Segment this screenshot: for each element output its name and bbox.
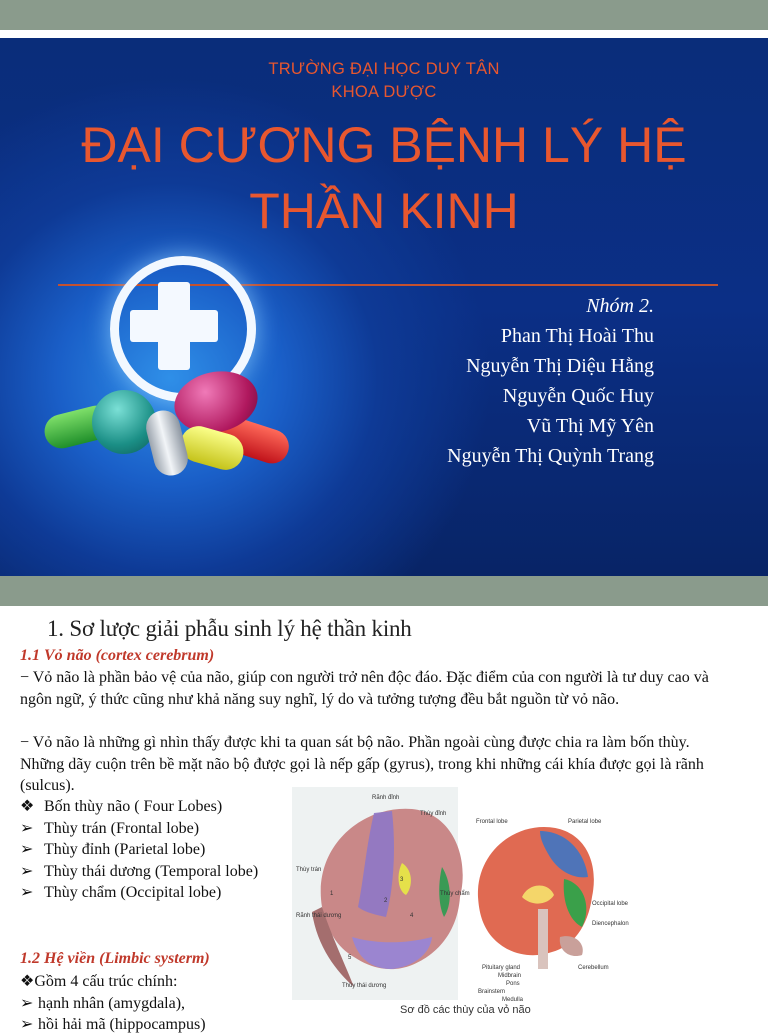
label-medulla: Medulla bbox=[502, 997, 524, 1003]
member-1: Phan Thị Hoài Thu bbox=[500, 325, 654, 347]
label-midbrain: Midbrain bbox=[498, 973, 522, 979]
list-item: ➢ Thùy chẩm (Occipital lobe) bbox=[20, 882, 258, 904]
label-frontal: Frontal lobe bbox=[476, 819, 508, 825]
arrow-bullet-icon: ➢ bbox=[20, 994, 34, 1012]
diamond-bullet-icon: ❖ bbox=[20, 798, 35, 815]
member-4: Vũ Thị Mỹ Yên bbox=[526, 415, 654, 437]
title-slide bbox=[0, 38, 768, 576]
list-item: ❖Gồm 4 cấu trúc chính: bbox=[20, 973, 178, 990]
title-line-1: ĐẠI CƯƠNG BỆNH LÝ HỆ bbox=[81, 117, 687, 173]
diamond-bullet-icon: ❖ bbox=[20, 973, 35, 990]
paragraph-cortex-1: − Vỏ não là phần bảo vệ của não, giúp con người trở nên độc đáo. Đặc điểm của con người là tư duy cao và ngôn ngữ, ý thức cũng như khả năng suy nghĩ, lý do và tưởng tượng đều bắt nguồn từ vỏ não. bbox=[20, 669, 709, 708]
brainstem-shape bbox=[538, 909, 548, 969]
arrow-bullet-icon: ➢ bbox=[20, 1016, 34, 1033]
label-pons: Pons bbox=[506, 981, 520, 987]
number-1: 1 bbox=[330, 891, 334, 897]
arrow-bullet-icon: ➢ bbox=[20, 841, 34, 858]
arrow-bullet-icon: ➢ bbox=[20, 862, 34, 880]
bottom-band bbox=[0, 576, 768, 606]
member-3: Nguyễn Quốc Huy bbox=[502, 385, 654, 407]
label-pituitary: Pituitary gland bbox=[482, 965, 521, 971]
label-brainstem: Brainstem bbox=[478, 989, 506, 995]
faculty-name: KHOA DƯỢC bbox=[331, 83, 437, 101]
label-parietal-lobe: Thùy đỉnh bbox=[420, 811, 447, 817]
list-item: ➢ Thùy thái dương (Temporal lobe) bbox=[20, 861, 258, 883]
group-label: Nhóm 2. bbox=[586, 295, 654, 317]
list-item: ➢ hạnh nhân (amygdala), bbox=[20, 993, 206, 1015]
label-frontal-lobe: Thùy trán bbox=[296, 867, 322, 873]
label-occipital: Occipital lobe bbox=[592, 901, 629, 907]
member-5: Nguyễn Thị Quỳnh Trang bbox=[447, 445, 654, 467]
arrow-bullet-icon: ➢ bbox=[20, 819, 34, 837]
list-item: ➢ Thùy đỉnh (Parietal lobe) bbox=[20, 839, 258, 861]
subsection-title-cortex: 1.1 Vỏ não (cortex cerebrum) bbox=[20, 647, 215, 664]
list-item: ➢ Thùy trán (Frontal lobe) bbox=[20, 818, 258, 840]
top-band bbox=[0, 0, 768, 30]
number-5: 5 bbox=[348, 955, 352, 961]
slide-title bbox=[20, 112, 748, 244]
label-occipital-lobe: Thùy chẩm bbox=[440, 891, 470, 897]
content-page bbox=[0, 606, 768, 1033]
member-2: Nguyễn Thị Diệu Hằng bbox=[466, 355, 654, 377]
lobes-list bbox=[20, 796, 258, 904]
list-item: ➢ hồi hải mã (hippocampus) bbox=[20, 1014, 206, 1036]
paragraph-cortex-2: − Vỏ não là những gì nhìn thấy được khi ta quan sát bộ não. Phần ngoài cùng được chia ra làm bốn thùy. Những dãy cuộn trên bề mặt não bộ được gọi là nếp gấp (gyrus), trong khi những cái khía được gọi là rãnh (sulcus). bbox=[20, 734, 704, 794]
subsection-title-limbic: 1.2 Hệ viền (Limbic systerm) bbox=[20, 950, 210, 967]
number-2: 2 bbox=[384, 898, 388, 904]
university-header bbox=[0, 58, 768, 104]
number-3: 3 bbox=[400, 877, 404, 883]
label-temporal-lobe: Thùy thái dương bbox=[342, 983, 387, 989]
list-item: ❖ Bốn thùy não ( Four Lobes) bbox=[20, 796, 258, 818]
title-line-2: THẦN KINH bbox=[249, 183, 519, 239]
brain-lobes-figure bbox=[292, 787, 632, 1024]
cerebellum-shape bbox=[560, 936, 583, 956]
label-parietal: Parietal lobe bbox=[568, 819, 602, 825]
university-name: TRƯỜNG ĐẠI HỌC DUY TÂN bbox=[268, 60, 500, 78]
number-4: 4 bbox=[410, 913, 414, 919]
arrow-bullet-icon: ➢ bbox=[20, 884, 34, 901]
label-diencephalon: Diencephalon bbox=[592, 921, 629, 927]
limbic-list bbox=[20, 971, 206, 1036]
label-cerebellum: Cerebellum bbox=[578, 965, 609, 971]
author-list bbox=[447, 291, 654, 471]
label-temporal-sulcus: Rãnh thái dương bbox=[296, 913, 342, 919]
section-heading: 1. Sơ lược giải phẫu sinh lý hệ thần kinh bbox=[47, 616, 412, 641]
cross-horizontal-bar bbox=[130, 310, 218, 342]
figure-caption: Sơ đồ các thùy của vỏ não bbox=[400, 1004, 531, 1016]
label-parietal-sulcus: Rãnh đỉnh bbox=[372, 795, 400, 801]
